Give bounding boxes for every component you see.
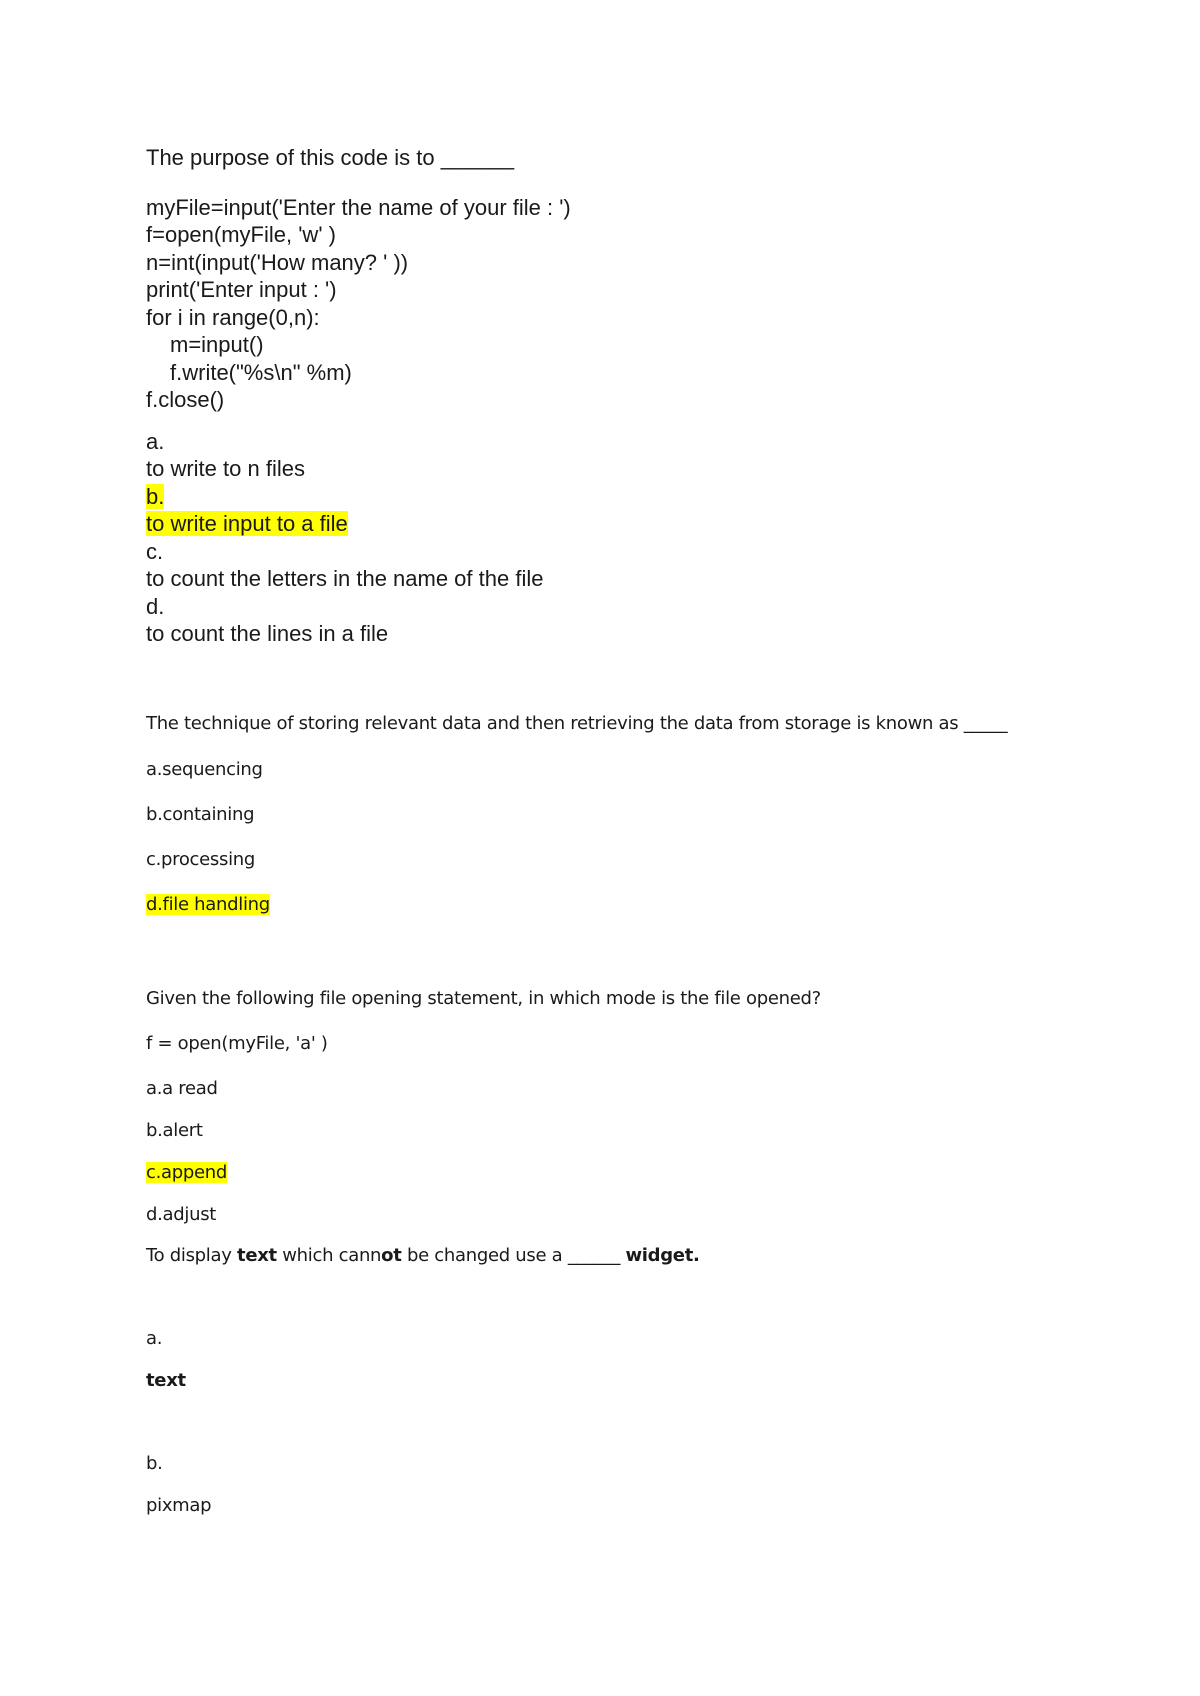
code-line: f.write("%s\n" %m) (170, 359, 352, 385)
option-text: to count the letters in the name of the file (146, 566, 544, 591)
question-3-prompt: Given the following file opening statement, in which mode is the file opened? (146, 988, 821, 1009)
code-line: myFile=input('Enter the name of your file : ') (146, 194, 571, 220)
question-1-options (146, 428, 571, 648)
option-text: to write to n files (146, 456, 305, 481)
option-text: text (146, 1370, 186, 1391)
option-text: pixmap (146, 1495, 212, 1516)
option-text-highlighted: c.append (146, 1162, 228, 1183)
code-block (146, 194, 571, 414)
option-text: d.adjust (146, 1204, 217, 1225)
option-text: a.sequencing (146, 759, 263, 780)
option-letter: b. (146, 1453, 163, 1474)
option-text: b.containing (146, 804, 255, 825)
code-line: m=input() (170, 332, 264, 357)
option-text-highlighted: d.file handling (146, 894, 270, 915)
file-open-statement: f = open(myFile, 'a' ) (146, 1033, 328, 1054)
option-text-highlighted: to write input to a file (146, 511, 348, 536)
question-4-prompt: To display text which cannot be changed use a ______ widget. (146, 1245, 700, 1266)
option-text: a.a read (146, 1078, 218, 1099)
question-1 (146, 144, 571, 648)
option-text: c.processing (146, 849, 256, 870)
code-line: for i in range(0,n): (146, 304, 320, 330)
code-line: n=int(input('How many? ' )) (146, 249, 409, 275)
option-text: to count the lines in a file (146, 621, 389, 646)
code-line: f=open(myFile, 'w' ) (146, 222, 336, 247)
option-letter: c. (146, 538, 164, 564)
option-letter-highlighted: b. (146, 483, 165, 509)
code-line: f.close() (146, 387, 225, 412)
question-1-prompt: The purpose of this code is to ______ (146, 145, 515, 170)
option-letter: d. (146, 593, 165, 619)
question-2-prompt: The technique of storing relevant data and then retrieving the data from storage is known as _____ (146, 713, 1008, 734)
code-line: print('Enter input : ') (146, 277, 337, 302)
option-letter: a. (146, 1328, 163, 1349)
option-text: b.alert (146, 1120, 203, 1141)
option-letter: a. (146, 428, 165, 454)
